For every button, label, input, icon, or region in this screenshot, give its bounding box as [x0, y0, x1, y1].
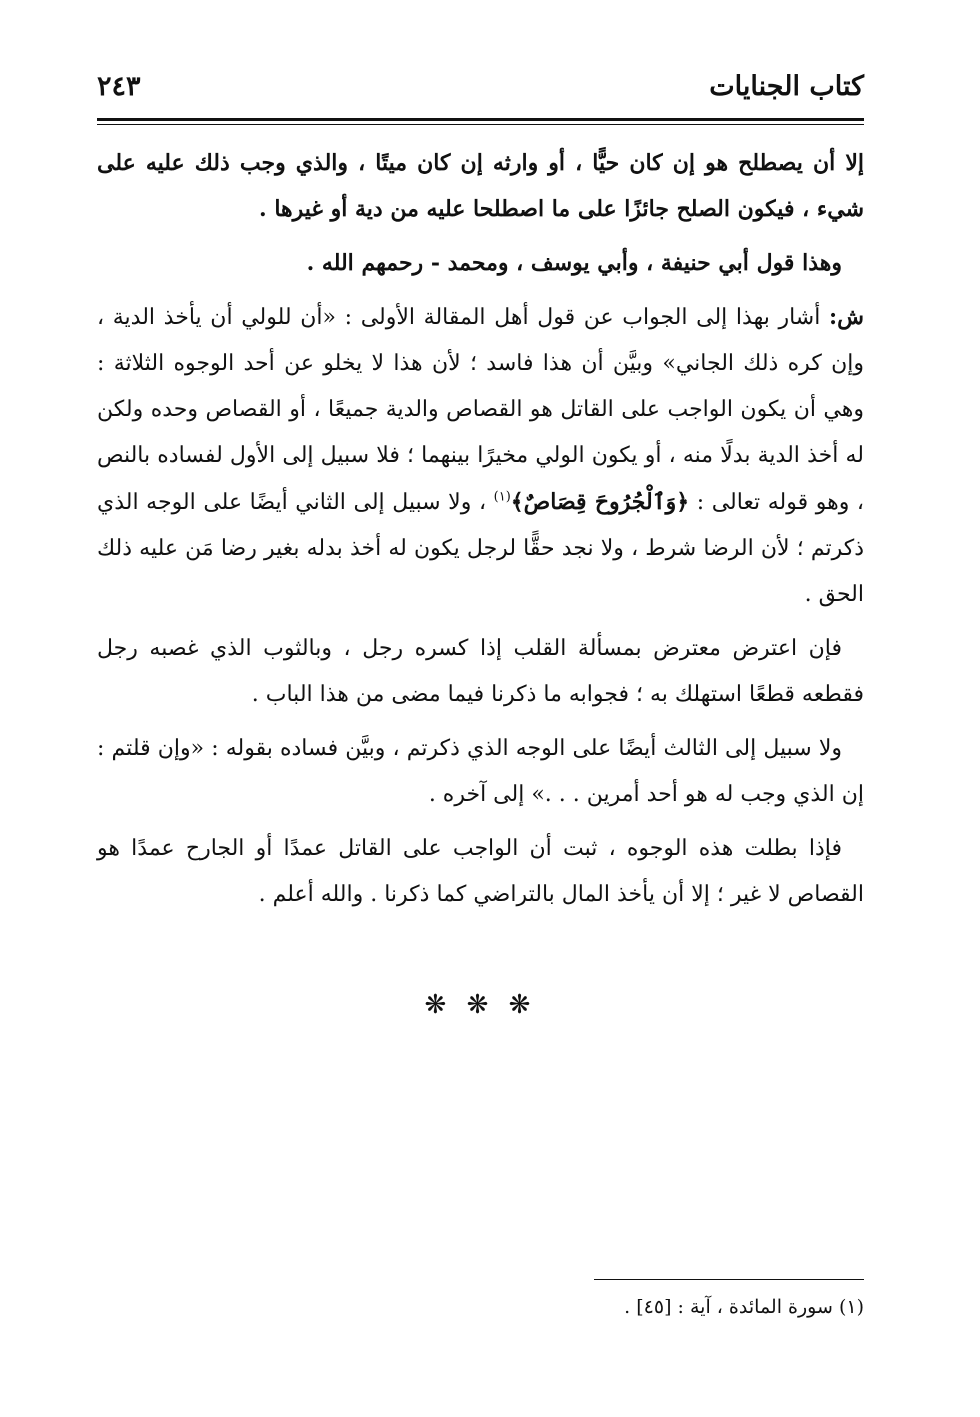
paragraph-3-part-1: أشار بهذا إلى الجواب عن قول أهل المقالة الأولى : «أن للولي أن يأخذ الدية ، وإن كره ذلك الجاني» وبيَّن أن هذا فاسد ؛ لأن هذا لا يخلو عن أحد الوجوه الثلاثة : وهي أن يكون الواجب على القاتل هو القصاص والدية جميعًا ، أو القصاص وحده ولكن له أخذ الدية بدلًا منه ، أو يكون الولي مخيرًا بينهما ؛ فلا سبيل إلى الأول لفساده بالنص ، وهو قوله تعالى :: [97, 305, 865, 515]
chapter-title: كتاب الجنايات: [709, 71, 864, 102]
page-number: ٢٤٣: [97, 71, 141, 102]
footnote-rule: [594, 1279, 864, 1280]
header-rule-thick: [97, 118, 864, 121]
paragraph-6: فإذا بطلت هذه الوجوه ، ثبت أن الواجب على القاتل عمدًا أو الجارح عمدًا هو القصاص لا غير ؛ إلا أن يأخذ المال بالتراضي كما ذكرنا . والله أعلم .: [97, 836, 864, 907]
quran-verse: ﴿وَٱلْجُرُوحَ قِصَاصٌ﴾: [510, 489, 690, 515]
paragraph-4: فإن اعترض معترض بمسألة القلب إذا كسره رجل ، وبالثوب الذي غصبه رجل فقطعه قطعًا استهلك به ؛ فجوابه ما ذكرنا فيما مضى من هذا الباب .: [97, 636, 864, 707]
paragraph-3-part-2: ، ولا سبيل إلى الثاني أيضًا على الوجه الذي ذكرتم ؛ لأن الرضا شرط ، ولا نجد حقًّا لرجل يكون له أخذ بدله بغير رضا مَن عليه ذلك الحق .: [97, 490, 864, 607]
footnote-1: (١) سورة المائدة ، آية : [٤٥] .: [624, 1296, 864, 1318]
section-separator: ❋ ❋ ❋: [424, 990, 537, 1020]
paragraph-3: [97, 294, 864, 618]
commentary-label: ش:: [829, 304, 864, 330]
header-rule-thin: [97, 124, 864, 125]
page-header: [97, 62, 864, 112]
main-text: [97, 140, 864, 926]
footnote-ref[interactable]: (١): [493, 489, 511, 505]
paragraph-1: إلا أن يصطلح هو إن كان حيًّا ، أو وارثه إن كان ميتًا ، والذي وجب ذلك عليه على شيء ، فيكون الصلح جائزًا على ما اصطلحا عليه من دية أو غيرها .: [97, 150, 864, 222]
paragraph-5: ولا سبيل إلى الثالث أيضًا على الوجه الذي ذكرتم ، وبيَّن فساده بقوله : «وإن قلتم : إن الذي وجب له هو أحد أمرين . . .» إلى آخره .: [97, 736, 864, 807]
paragraph-2: وهذا قول أبي حنيفة ، وأبي يوسف ، ومحمد - رحمهم الله .: [306, 250, 842, 276]
